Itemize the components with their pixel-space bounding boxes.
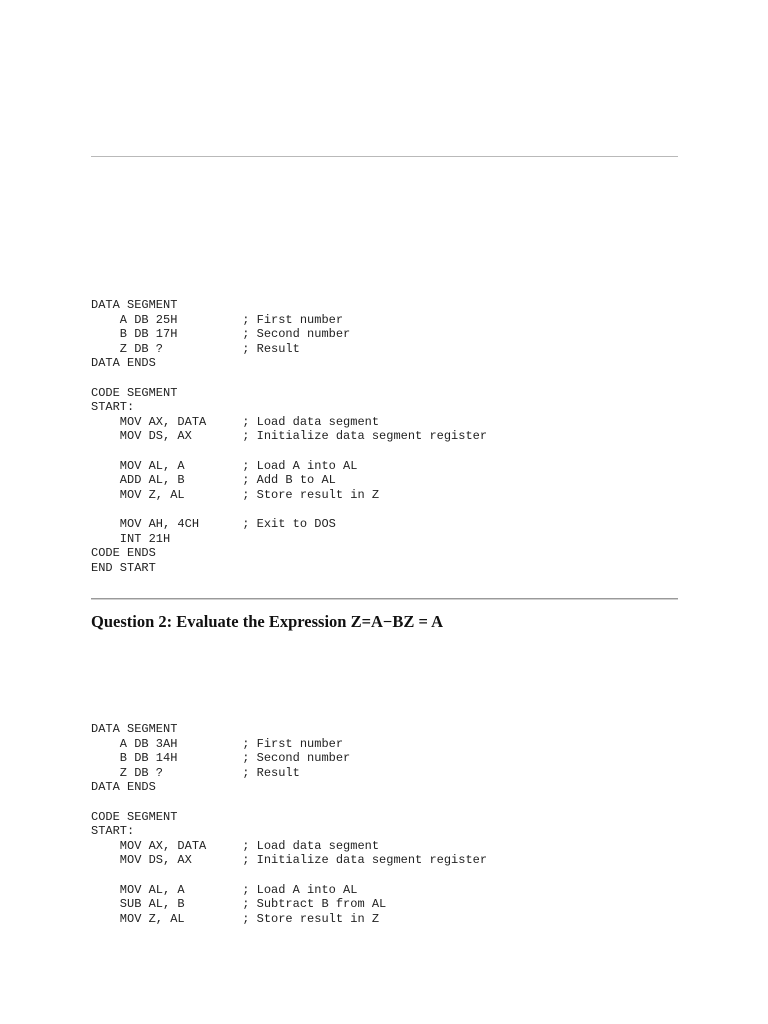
top-divider <box>91 156 678 157</box>
code-block-question-2: DATA SEGMENT A DB 3AH ; First number B DB 14H ; Second number Z DB ? ; Result DATA ENDS CODE SEGMENT START: MOV AX, DATA ; Load data segment MOV DS, AX ; Initialize data segment register MOV AL, A ; Load A into AL SUB AL, B ; Subtract B from AL MOV Z, AL ; Store result in Z <box>91 722 488 926</box>
section-divider <box>91 598 678 600</box>
question-2-heading: Question 2: Evaluate the Expression Z=A−BZ = A <box>91 612 443 631</box>
code-block-question-1: DATA SEGMENT A DB 25H ; First number B DB 17H ; Second number Z DB ? ; Result DATA ENDS CODE SEGMENT START: MOV AX, DATA ; Load data segment MOV DS, AX ; Initialize data segment register MOV AL, A ; Load A into AL ADD AL, B ; Add B to AL MOV Z, AL ; Store result in Z MOV AH, 4CH ; Exit to DOS INT 21H CODE ENDS END START <box>91 298 488 575</box>
